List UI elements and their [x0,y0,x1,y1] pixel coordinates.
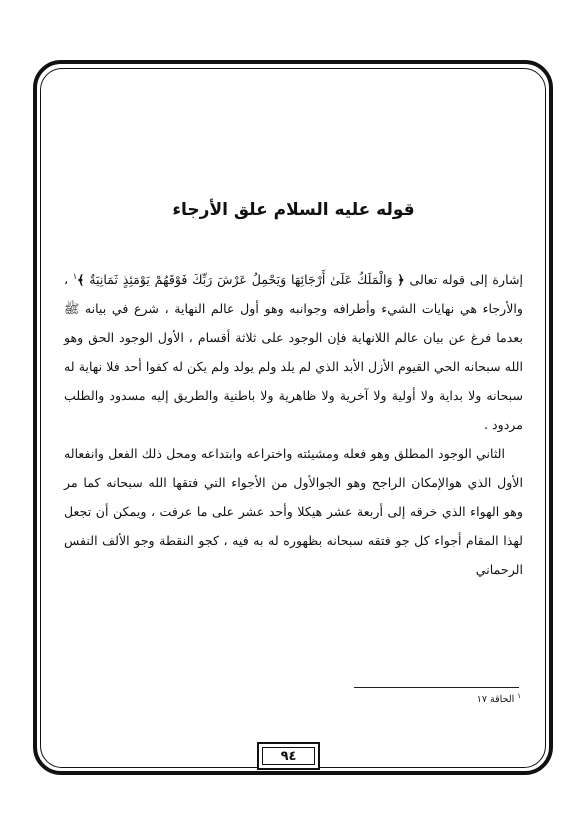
paragraph-1-intro: إشارة إلى قوله تعالى [404,272,523,288]
footnote-text: الحاقة ١٧ [476,694,515,706]
quran-open-bracket: ﴿ [397,272,405,288]
footnote-reference: ١ [72,272,78,281]
footnote-separator [354,687,519,688]
footnote [477,692,521,705]
paragraph-1-body: ، والأرجاء هي نهايات الشيء وأطرافه وجوانبه وهو أول عالم النهاية ، شرع في بيانه ﷺ بعدما فرغ عن بيان عالم اللانهاية فإن الوجود على ثلاثة أقسام ، الأول الوجود الحق وهو الله سبحانه الحي القيوم الأزل الأبد الذي لم يلد ولم يولد ولم يكن له كفوا أحد فلا نهاية له سبحانه ولا بداية ولا أولية ولا آخرية ولا ظاهرية ولا باطنية والطريق إليه مسدود والطلب مردود . [64,272,523,433]
body-text [64,262,523,584]
chapter-heading: قوله عليه السلام علق الأرجاء [172,200,415,220]
quran-close-bracket: ﴾ [77,272,85,288]
paragraph-2: الثاني الوجود المطلق وهو فعله ومشيئته واختراعه وابتداعه ومحل ذلك الفعل وانفعاله الأول الذي هوالإمكان الراجح وهو الجوالأول من الأجواء التي فتقها الله سبحانه كما مر وهو الهواء الذي خرقه إلى أربعة عشر هيكلا وأحد عشر على ما عرفت ، ويمكن أن تجعل لهذا المقام أجواء كل جو فتقه سبحانه بظهوره له به فيه ، كجو النقطة وجو الألف النفس الرحماني [64,446,523,578]
quran-verse: وَالْمَلَكُ عَلَىٰ أَرْجَائِهَا وَيَحْمِلُ عَرْشَ رَبِّكَ فَوْقَهُمْ يَوْمَئِذٍ ثَمَانِيَةٌ [84,272,398,288]
paragraph-1 [64,262,523,439]
page-number-box [257,742,320,770]
footnote-number: ١ [517,692,521,700]
page-number: ٩٤ [262,747,315,765]
